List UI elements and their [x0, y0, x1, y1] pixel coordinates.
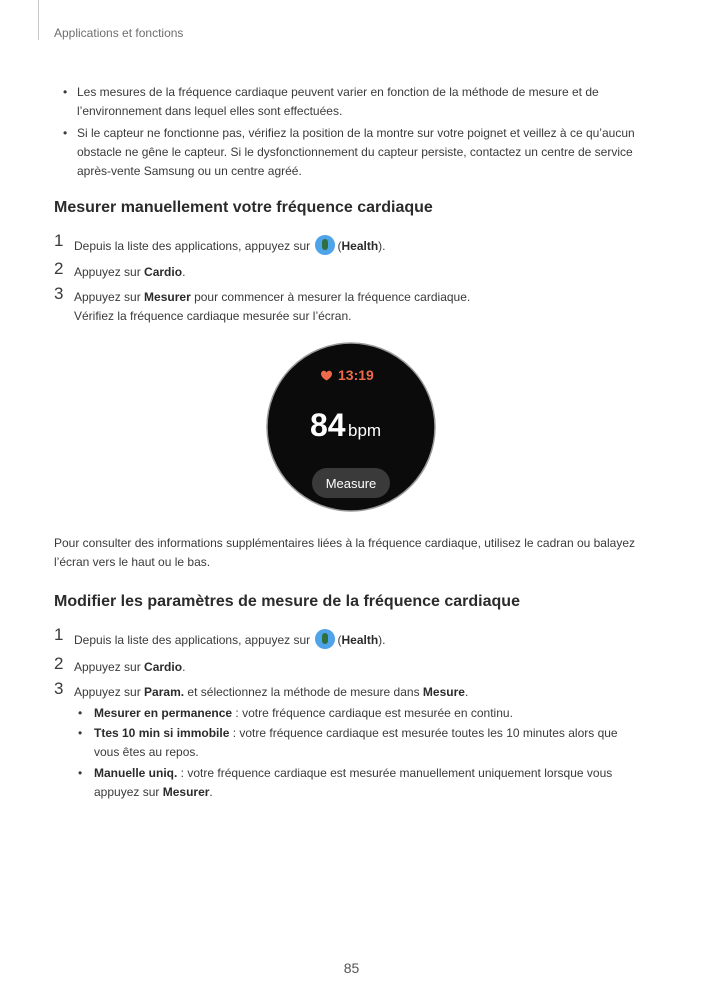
section1-title: Mesurer manuellement votre fréquence cardiaque [54, 199, 433, 216]
measure-button-label: Measure [325, 476, 377, 491]
section2-title: Modifier les paramètres de mesure de la fréquence cardiaque [54, 593, 520, 610]
after-watch-text: Pour consulter des informations supplémentaires liées à la fréquence cardiaque, utilisez le cadran ou balayez l’écran vers le haut ou le bas. [54, 536, 635, 569]
page-header: Applications et fonctions [54, 26, 184, 40]
step-number: 3 [54, 679, 64, 698]
health-app-icon [315, 235, 335, 255]
bullet-dot: • [78, 706, 83, 720]
bullet-dot: • [63, 85, 68, 99]
corner-line [38, 0, 39, 40]
page-number: 85 [343, 960, 360, 976]
bpm-unit: bpm [348, 421, 382, 440]
bullet-dot: • [78, 726, 83, 740]
bullet-text: Les mesures de la fréquence cardiaque peuvent varier en fonction de la méthode de mesure et de l’environnement dans lequel elles sont effectuées. [77, 85, 599, 118]
bullet-text: Si le capteur ne fonctionne pas, vérifiez la position de la montre sur votre poignet et veillez à ce qu’aucun obstacle ne gêne le capteur. Si le dysfonctionnement du capteur persiste, contactez un centre de service après-vente Samsung ou un centre agréé. [77, 126, 635, 178]
step-text: Depuis la liste des applications, appuyez sur [74, 239, 311, 253]
bullet-dot: • [78, 766, 83, 780]
step-text-line2: Vérifiez la fréquence cardiaque mesurée sur l’écran. [74, 309, 352, 323]
health-app-name: Health [341, 633, 379, 647]
watch-time: 13:19 [338, 367, 374, 383]
watch-screen [266, 342, 436, 512]
step-number: 1 [54, 625, 64, 644]
health-app-icon [315, 629, 335, 649]
bullet-dot: • [63, 126, 68, 140]
step-number: 3 [54, 284, 64, 303]
bpm-value: 84 [310, 407, 346, 443]
step-number: 1 [54, 231, 64, 250]
health-app-name: Health [341, 239, 379, 253]
step-number: 2 [54, 259, 64, 278]
step-number: 2 [54, 654, 64, 673]
